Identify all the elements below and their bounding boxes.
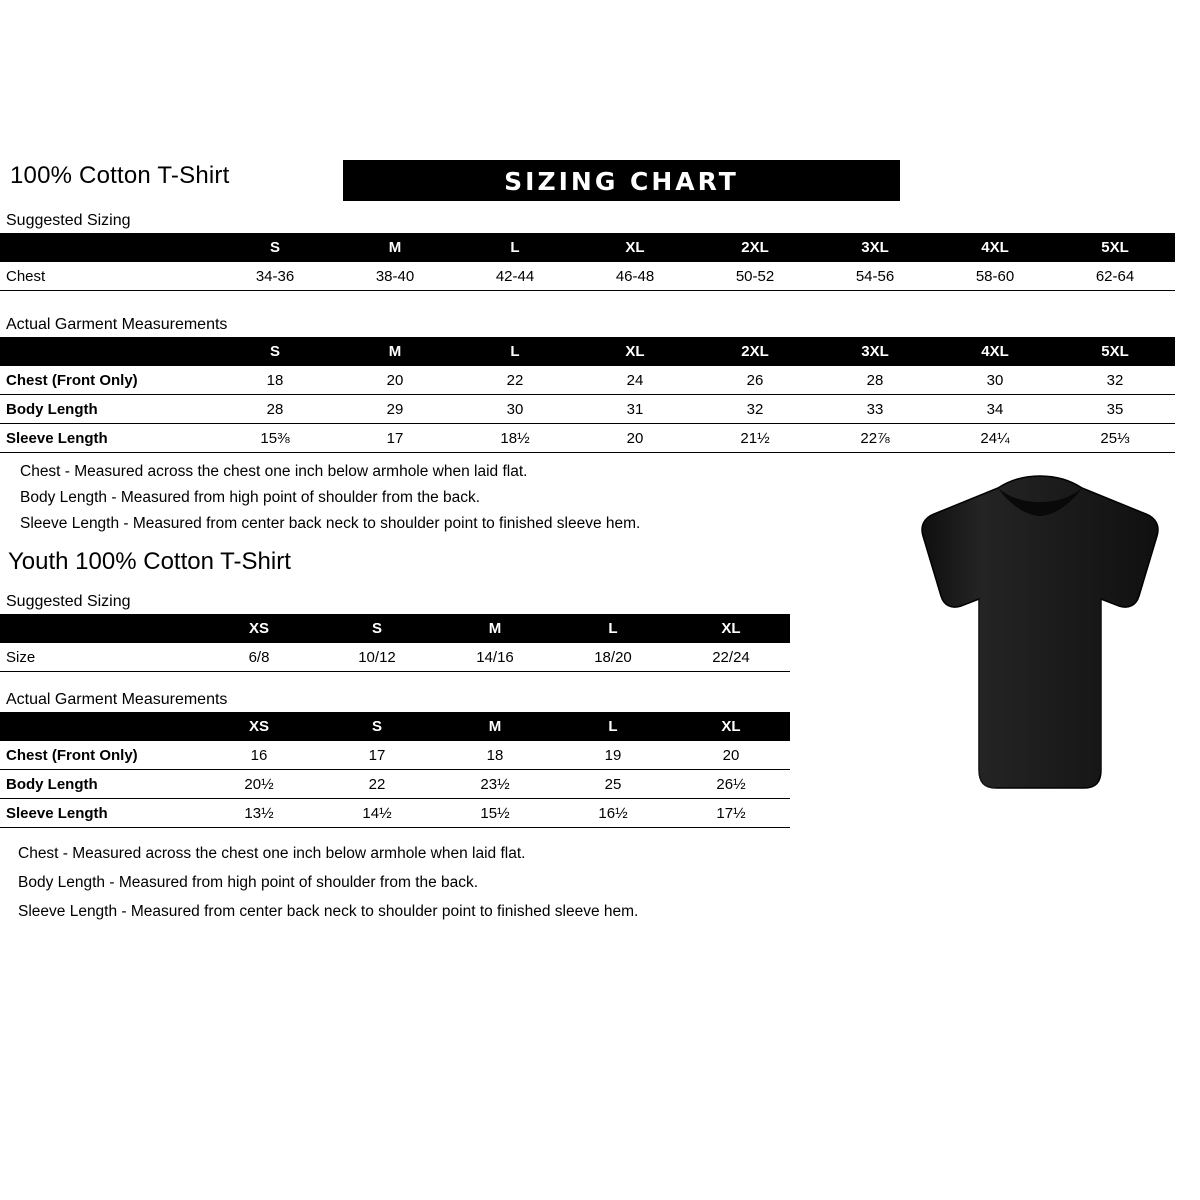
table-row: [0, 395, 1175, 424]
table-row: [0, 643, 790, 672]
cell: 24¼: [935, 424, 1055, 453]
col-header-size: XL: [672, 614, 790, 643]
youth-note-body-length: Body Length - Measured from high point of shoulder from the back.: [18, 874, 479, 891]
cell: 20: [575, 424, 695, 453]
table-row: [0, 770, 790, 799]
cell: 14½: [318, 799, 436, 828]
col-header-size: XL: [575, 337, 695, 366]
col-header-size: XL: [575, 233, 695, 262]
youth-actual-measurements-table: [0, 712, 790, 828]
row-label: Sleeve Length: [0, 424, 215, 453]
cell: 30: [935, 366, 1055, 395]
page-title: 100% Cotton T-Shirt: [10, 162, 230, 189]
cell: 17: [318, 741, 436, 770]
row-label: Sleeve Length: [0, 799, 200, 828]
cell: 22: [455, 366, 575, 395]
cell: 25: [554, 770, 672, 799]
cell: 26½: [672, 770, 790, 799]
row-label: Body Length: [0, 770, 200, 799]
cell: 54-56: [815, 262, 935, 291]
cell: 26: [695, 366, 815, 395]
cell: 32: [695, 395, 815, 424]
cell: 20: [335, 366, 455, 395]
cell: 42-44: [455, 262, 575, 291]
youth-suggested-sizing-label: Suggested Sizing: [6, 593, 131, 610]
table-header-row: [0, 712, 790, 741]
cell: 18: [436, 741, 554, 770]
adult-suggested-sizing-label: Suggested Sizing: [6, 212, 131, 229]
adult-actual-measurements-label: Actual Garment Measurements: [6, 316, 228, 333]
col-header-size: 3XL: [815, 233, 935, 262]
row-label: Body Length: [0, 395, 215, 424]
cell: 6/8: [200, 643, 318, 672]
document-header: [10, 160, 900, 202]
cell: 13½: [200, 799, 318, 828]
tshirt-illustration: [900, 470, 1180, 810]
cell: 50-52: [695, 262, 815, 291]
cell: 15½: [436, 799, 554, 828]
table-header-row: [0, 337, 1175, 366]
cell: 18/20: [554, 643, 672, 672]
cell: 22/24: [672, 643, 790, 672]
col-header-size: 4XL: [935, 233, 1055, 262]
row-label: Chest (Front Only): [0, 741, 200, 770]
col-header-size: 2XL: [695, 233, 815, 262]
youth-section-title: Youth 100% Cotton T-Shirt: [8, 548, 291, 575]
cell: 22⅞: [815, 424, 935, 453]
cell: 31: [575, 395, 695, 424]
cell: 32: [1055, 366, 1175, 395]
cell: 58-60: [935, 262, 1055, 291]
adult-note-chest: Chest - Measured across the chest one inch below armhole when laid flat.: [20, 463, 528, 480]
col-header-blank: [0, 233, 215, 262]
cell: 14/16: [436, 643, 554, 672]
cell: 17½: [672, 799, 790, 828]
cell: 34-36: [215, 262, 335, 291]
col-header-size: M: [335, 233, 455, 262]
youth-suggested-sizing-table: [0, 614, 790, 672]
cell: 22: [318, 770, 436, 799]
cell: 24: [575, 366, 695, 395]
cell: 28: [815, 366, 935, 395]
table-row: [0, 741, 790, 770]
col-header-size: 2XL: [695, 337, 815, 366]
col-header-blank: [0, 337, 215, 366]
youth-note-sleeve-length: Sleeve Length - Measured from center back neck to shoulder point to finished sleeve hem.: [18, 903, 639, 920]
adult-note-body-length: Body Length - Measured from high point of shoulder from the back.: [20, 489, 481, 506]
sizing-chart-banner: [343, 160, 900, 201]
cell: 29: [335, 395, 455, 424]
cell: 18½: [455, 424, 575, 453]
cell: 62-64: [1055, 262, 1175, 291]
col-header-size: M: [436, 614, 554, 643]
cell: 23½: [436, 770, 554, 799]
table-row: [0, 424, 1175, 453]
cell: 17: [335, 424, 455, 453]
cell: 34: [935, 395, 1055, 424]
youth-note-chest: Chest - Measured across the chest one inch below armhole when laid flat.: [18, 845, 526, 862]
sizing-chart-banner-label: SIZING CHART: [504, 167, 739, 196]
col-header-size: L: [455, 233, 575, 262]
cell: 33: [815, 395, 935, 424]
cell: 35: [1055, 395, 1175, 424]
cell: 21½: [695, 424, 815, 453]
cell: 19: [554, 741, 672, 770]
cell: 25⅓: [1055, 424, 1175, 453]
table-header-row: [0, 614, 790, 643]
col-header-size: 4XL: [935, 337, 1055, 366]
table-row: [0, 366, 1175, 395]
cell: 30: [455, 395, 575, 424]
col-header-blank: [0, 712, 200, 741]
table-row: [0, 799, 790, 828]
cell: 28: [215, 395, 335, 424]
col-header-size: M: [436, 712, 554, 741]
table-header-row: [0, 233, 1175, 262]
col-header-size: S: [318, 712, 436, 741]
col-header-size: M: [335, 337, 455, 366]
col-header-size: S: [215, 337, 335, 366]
col-header-size: L: [554, 712, 672, 741]
cell: 18: [215, 366, 335, 395]
col-header-size: 5XL: [1055, 233, 1175, 262]
row-label: Chest: [0, 262, 215, 291]
col-header-size: 3XL: [815, 337, 935, 366]
col-header-size: 5XL: [1055, 337, 1175, 366]
col-header-size: XS: [200, 614, 318, 643]
cell: 15⅜: [215, 424, 335, 453]
adult-actual-measurements-table: [0, 337, 1175, 453]
row-label: Chest (Front Only): [0, 366, 215, 395]
cell: 20½: [200, 770, 318, 799]
adult-suggested-sizing-table: [0, 233, 1175, 291]
table-row: [0, 262, 1175, 291]
col-header-size: S: [318, 614, 436, 643]
col-header-size: XL: [672, 712, 790, 741]
youth-actual-measurements-label: Actual Garment Measurements: [6, 691, 228, 708]
col-header-size: XS: [200, 712, 318, 741]
cell: 16: [200, 741, 318, 770]
cell: 20: [672, 741, 790, 770]
cell: 16½: [554, 799, 672, 828]
adult-note-sleeve-length: Sleeve Length - Measured from center back neck to shoulder point to finished sleeve hem.: [20, 515, 641, 532]
cell: 46-48: [575, 262, 695, 291]
col-header-size: L: [554, 614, 672, 643]
row-label: Size: [0, 643, 200, 672]
cell: 38-40: [335, 262, 455, 291]
col-header-size: L: [455, 337, 575, 366]
cell: 10/12: [318, 643, 436, 672]
col-header-blank: [0, 614, 200, 643]
col-header-size: S: [215, 233, 335, 262]
